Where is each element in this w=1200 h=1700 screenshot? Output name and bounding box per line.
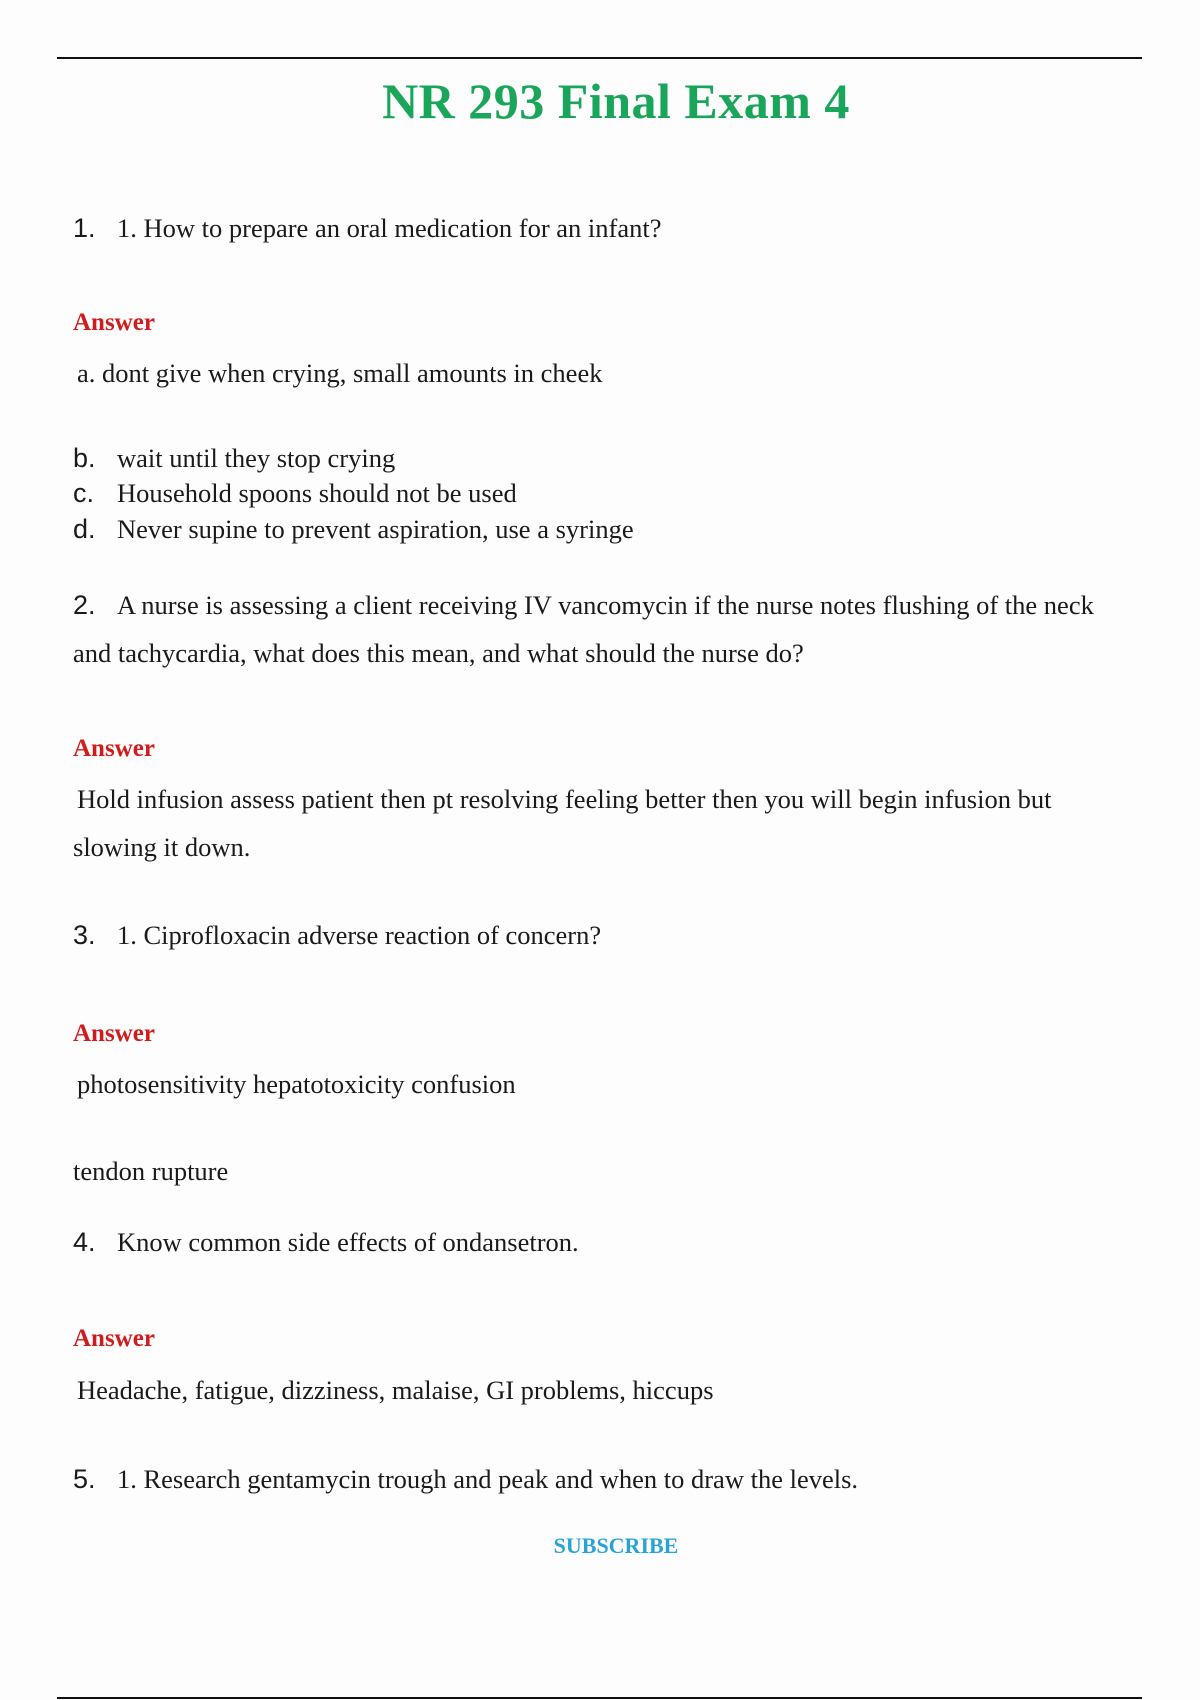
page-title: NR 293 Final Exam 4 bbox=[382, 73, 850, 129]
question-number: 5. bbox=[73, 1464, 96, 1494]
top-rule bbox=[57, 57, 1142, 59]
option-text: Never supine to prevent aspiration, use a syringe bbox=[117, 514, 634, 544]
question-4 bbox=[73, 1218, 1133, 1266]
question-3 bbox=[73, 911, 1133, 959]
question-number: 2. bbox=[73, 590, 96, 620]
question-text: A nurse is assessing a client receiving IV vancomycin if the nurse notes flushing of the neck and tachycardia, what does this mean, and what should the nurse do? bbox=[73, 590, 1094, 668]
answer-label: Answer bbox=[73, 735, 155, 762]
option-text: wait until they stop crying bbox=[117, 443, 396, 473]
option-letter: c. bbox=[73, 478, 95, 508]
answer-label: Answer bbox=[73, 309, 155, 336]
option-b bbox=[73, 443, 395, 474]
answer-text: photosensitivity hepatotoxicity confusion bbox=[77, 1069, 516, 1099]
question-5 bbox=[73, 1455, 1133, 1503]
answer-label: Answer bbox=[73, 1020, 155, 1047]
question-text: 1. How to prepare an oral medication for an infant? bbox=[117, 213, 662, 243]
option-text: Household spoons should not be used bbox=[117, 478, 517, 508]
question-1 bbox=[73, 204, 1133, 252]
subscribe-link[interactable]: SUBSCRIBE bbox=[553, 1533, 679, 1558]
option-d bbox=[73, 514, 634, 545]
question-number: 1. bbox=[73, 213, 96, 243]
question-2 bbox=[73, 581, 1133, 677]
question-number: 4. bbox=[73, 1227, 96, 1257]
option-letter: b. bbox=[73, 443, 96, 473]
answer-text: Headache, fatigue, dizziness, malaise, GI problems, hiccups bbox=[77, 1375, 714, 1405]
option-letter: d. bbox=[73, 514, 96, 544]
question-text: Know common side effects of ondansetron. bbox=[117, 1227, 579, 1257]
answer-text-extra: tendon rupture bbox=[73, 1156, 229, 1186]
bottom-rule bbox=[57, 1697, 1142, 1699]
question-text: 1. Ciprofloxacin adverse reaction of concern? bbox=[117, 920, 602, 950]
answer-text: Hold infusion assess patient then pt resolving feeling better then you will begin infusion but slowing it down. bbox=[73, 784, 1052, 862]
option-c bbox=[73, 478, 517, 509]
question-text: 1. Research gentamycin trough and peak and when to draw the levels. bbox=[117, 1464, 859, 1494]
question-number: 3. bbox=[73, 920, 96, 950]
answer-text: a. dont give when crying, small amounts in cheek bbox=[77, 358, 603, 388]
answer-label: Answer bbox=[73, 1325, 155, 1352]
